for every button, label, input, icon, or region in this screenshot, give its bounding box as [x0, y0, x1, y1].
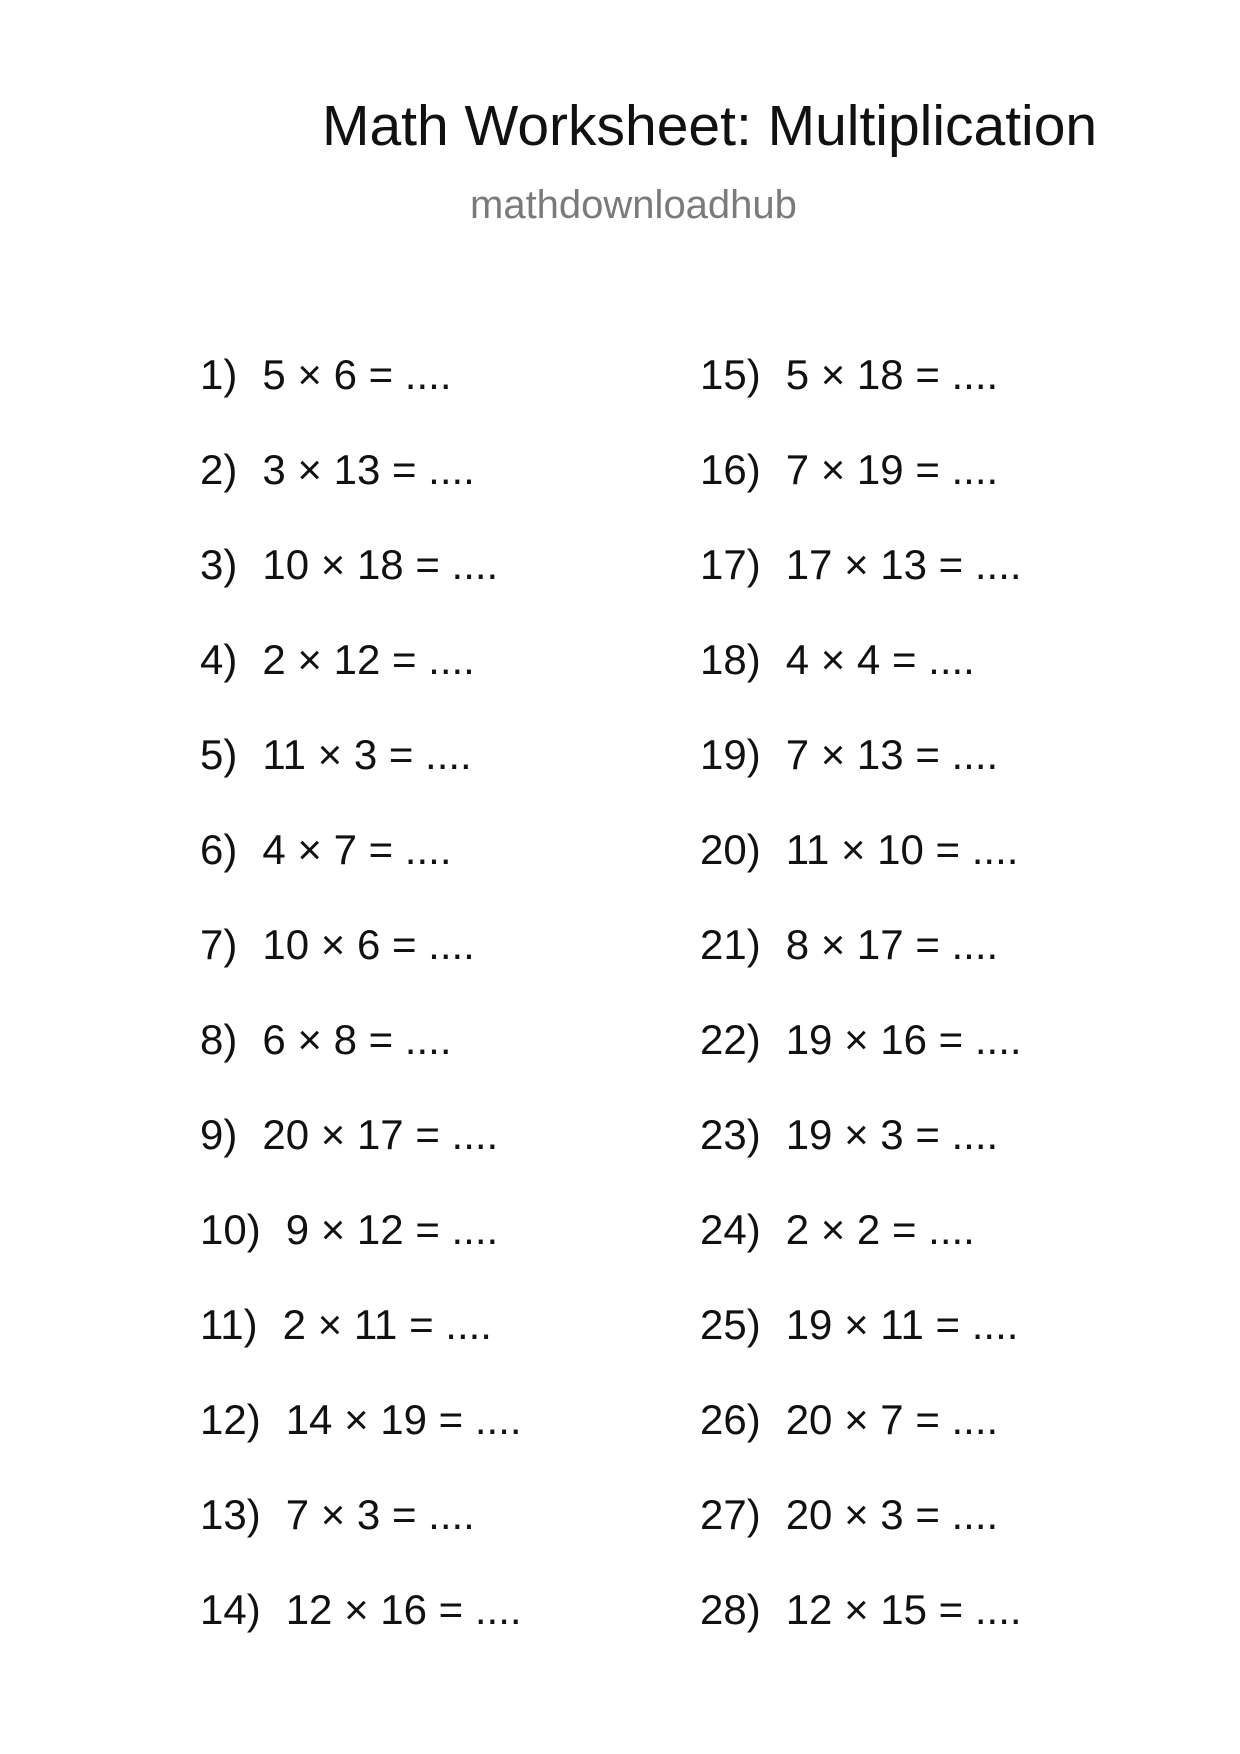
problem-expression: 8 × 17 = .... [785, 921, 999, 968]
problem-item [700, 1206, 1220, 1301]
problem-item [200, 636, 720, 731]
problem-item [700, 1586, 1220, 1681]
problem-item [200, 1491, 720, 1586]
problem-column-left [200, 351, 720, 1681]
problem-item [700, 826, 1220, 921]
problem-item [700, 541, 1220, 636]
problem-number: 17) [700, 541, 761, 588]
problem-number: 4) [200, 636, 238, 683]
problem-expression: 10 × 6 = .... [262, 921, 475, 968]
problem-column-right [700, 351, 1220, 1681]
problem-number: 2) [200, 446, 238, 493]
problem-number: 1) [200, 351, 238, 398]
problem-expression: 11 × 3 = .... [262, 731, 472, 778]
problem-item [700, 351, 1220, 446]
problem-number: 11) [200, 1301, 258, 1348]
problem-expression: 2 × 2 = .... [785, 1206, 975, 1253]
problem-number: 26) [700, 1396, 761, 1443]
problem-item [200, 1586, 720, 1681]
problem-expression: 20 × 3 = .... [785, 1491, 999, 1538]
page-title: Math Worksheet: Multiplication [322, 94, 1098, 158]
problem-item [200, 1301, 720, 1396]
problem-item [200, 731, 720, 826]
problem-number: 19) [700, 731, 761, 778]
problem-item [200, 446, 720, 541]
problem-number: 3) [200, 541, 238, 588]
problem-expression: 17 × 13 = .... [785, 541, 1022, 588]
problem-expression: 7 × 3 = .... [285, 1491, 475, 1538]
problem-item [200, 1016, 720, 1111]
problem-expression: 5 × 18 = .... [785, 351, 999, 398]
problem-expression: 10 × 18 = .... [262, 541, 499, 588]
problem-expression: 7 × 13 = .... [785, 731, 999, 778]
problem-expression: 2 × 11 = .... [282, 1301, 492, 1348]
problem-expression: 4 × 7 = .... [262, 826, 452, 873]
problem-number: 14) [200, 1586, 261, 1633]
problem-expression: 7 × 19 = .... [785, 446, 999, 493]
problem-number: 18) [700, 636, 761, 683]
problem-number: 23) [700, 1111, 761, 1158]
problem-number: 6) [200, 826, 238, 873]
problem-expression: 9 × 12 = .... [285, 1206, 499, 1253]
problem-number: 9) [200, 1111, 238, 1158]
problem-number: 8) [200, 1016, 238, 1063]
problem-number: 24) [700, 1206, 761, 1253]
problem-item [200, 1206, 720, 1301]
problem-item [700, 1491, 1220, 1586]
problem-expression: 4 × 4 = .... [785, 636, 975, 683]
problem-item [700, 446, 1220, 541]
problem-item [200, 541, 720, 636]
problem-item [700, 1301, 1220, 1396]
problem-number: 7) [200, 921, 238, 968]
problem-number: 27) [700, 1491, 761, 1538]
problem-expression: 19 × 11 = .... [785, 1301, 1019, 1348]
problem-expression: 5 × 6 = .... [262, 351, 452, 398]
problem-number: 13) [200, 1491, 261, 1538]
problem-expression: 12 × 15 = .... [785, 1586, 1022, 1633]
problem-number: 5) [200, 731, 238, 778]
problem-expression: 19 × 3 = .... [785, 1111, 999, 1158]
problem-item [200, 1111, 720, 1206]
problem-item [700, 1111, 1220, 1206]
problem-number: 16) [700, 446, 761, 493]
problem-expression: 3 × 13 = .... [262, 446, 475, 493]
problem-number: 20) [700, 826, 761, 873]
problem-number: 25) [700, 1301, 761, 1348]
problem-number: 22) [700, 1016, 761, 1063]
problem-expression: 12 × 16 = .... [285, 1586, 522, 1633]
problem-item [700, 1016, 1220, 1111]
problem-item [700, 636, 1220, 731]
problem-expression: 14 × 19 = .... [285, 1396, 522, 1443]
problem-item [200, 351, 720, 446]
problem-item [700, 1396, 1220, 1491]
problem-item [700, 731, 1220, 826]
problem-number: 12) [200, 1396, 261, 1443]
problem-number: 28) [700, 1586, 761, 1633]
problem-number: 21) [700, 921, 761, 968]
problem-item [200, 921, 720, 1016]
page-subtitle: mathdownloadhub [470, 183, 797, 227]
problem-number: 15) [700, 351, 761, 398]
problem-expression: 2 × 12 = .... [262, 636, 475, 683]
problem-number: 10) [200, 1206, 261, 1253]
problem-expression: 11 × 10 = .... [785, 826, 1019, 873]
problem-expression: 20 × 17 = .... [262, 1111, 499, 1158]
problem-expression: 20 × 7 = .... [785, 1396, 999, 1443]
problem-item [200, 826, 720, 921]
problem-item [700, 921, 1220, 1016]
problem-expression: 6 × 8 = .... [262, 1016, 452, 1063]
problem-item [200, 1396, 720, 1491]
problem-expression: 19 × 16 = .... [785, 1016, 1022, 1063]
